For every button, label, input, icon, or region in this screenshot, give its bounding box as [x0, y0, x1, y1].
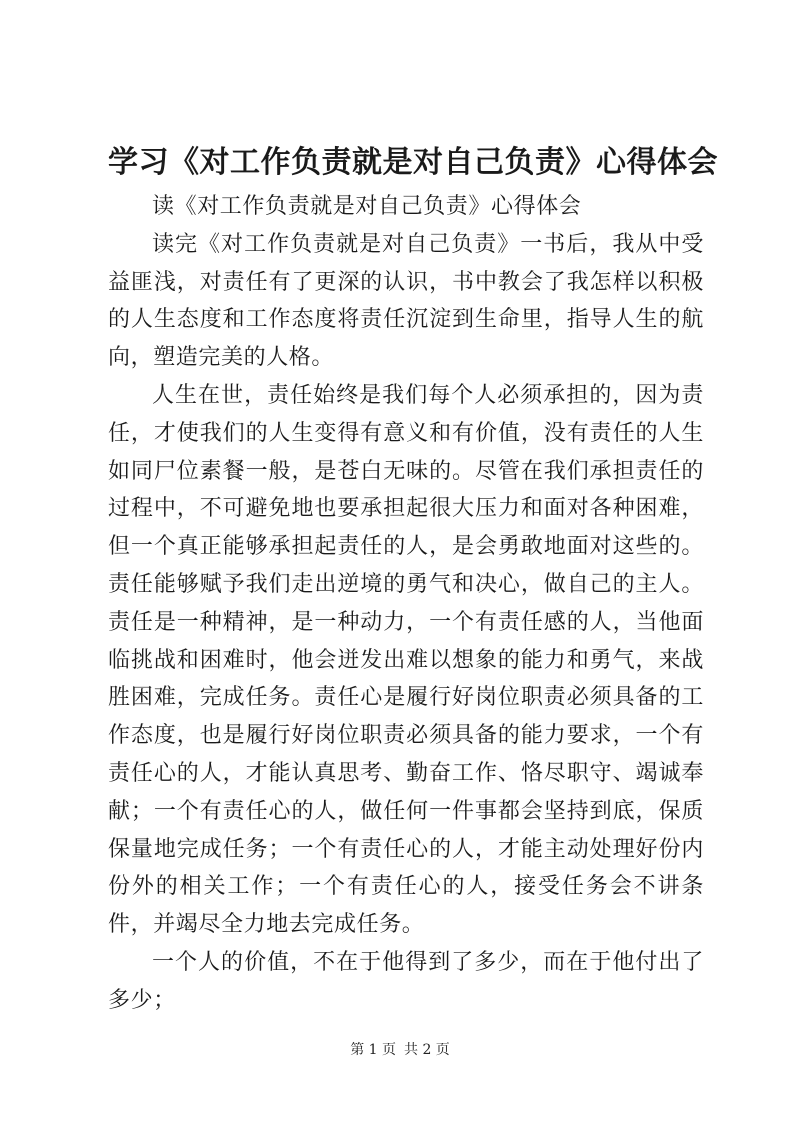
body-paragraph: 一个人的价值，不在于他得到了多少，而在于他付出了多少；: [108, 949, 704, 1013]
page-total: 共 2 页: [404, 1042, 450, 1058]
page-footer: [0, 1040, 800, 1060]
body-paragraph: 人生在世，责任始终是我们每个人必须承担的，因为责任，才使我们的人生变得有意义和有价值，没有责任的人生如同尸位素餐一般，是苍白无味的。尽管在我们承担责任的过程中，不可避免地也要承担起很大压力和面对各种困难，但一个真正能够承担起责任的人，是会勇敢地面对这些的。责任能够赋予我们走出逆境的勇气和决心，做自己的主人。责任是一种精神，是一种动力，一个有责任感的人，当他面临挑战和困难时，他会迸发出难以想象的能力和勇气，来战胜困难，完成任务。责任心是履行好岗位职责必须具备的工作态度，也是履行好岗位职责必须具备的能力要求，一个有责任心的人，才能认真思考、勤奋工作、恪尽职守、竭诚奉献；一个有责任心的人，做任何一件事都会坚持到底，保质保量地完成任务；一个有责任心的人，才能主动处理好份内份外的相关工作；一个有责任心的人，接受任务会不讲条件，并竭尽全力地去完成任务。: [108, 382, 704, 938]
document-body: [108, 188, 704, 1020]
subtitle-paragraph: 读《对工作负责就是对自己负责》心得体会: [152, 194, 582, 219]
page-number: 第 1 页: [350, 1042, 396, 1058]
body-paragraph: 读完《对工作负责就是对自己负责》一书后，我从中受益匪浅，对责任有了更深的认识，书中教会了我怎样以积极的人生态度和工作态度将责任沉淀到生命里，指导人生的航向，塑造完美的人格。: [108, 231, 704, 371]
document-title: 学习《对工作负责就是对自己负责》心得体会: [108, 145, 718, 180]
